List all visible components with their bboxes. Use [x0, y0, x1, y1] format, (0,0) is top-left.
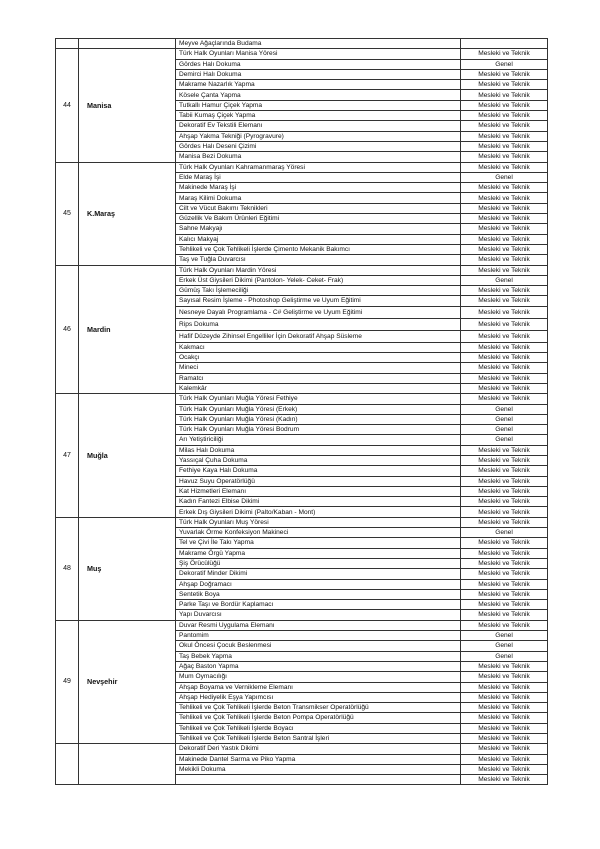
course-type: Mesleki ve Teknik	[461, 620, 548, 630]
course-name: Yassıçal Çuha Dokuma	[176, 455, 461, 465]
course-type: Mesleki ve Teknik	[461, 723, 548, 733]
province-number: 44	[56, 49, 79, 162]
course-type: Genel	[461, 528, 548, 538]
course-name: Tehlikeli ve Çok Tehlikeli İşlerde Boyacı	[176, 723, 461, 733]
province-name: Nevşehir	[79, 620, 176, 744]
course-name: Arı Yetiştiriciliği	[176, 435, 461, 445]
province-number: 45	[56, 162, 79, 265]
course-type: Mesleki ve Teknik	[461, 589, 548, 599]
course-name: Türk Halk Oyunları Muğla Yöresi (Erkek)	[176, 404, 461, 414]
course-name: Türk Halk Oyunları Muş Yöresi	[176, 517, 461, 527]
province-number: 49	[56, 620, 79, 744]
course-type: Mesleki ve Teknik	[461, 193, 548, 203]
course-type: Mesleki ve Teknik	[461, 744, 548, 754]
course-type: Mesleki ve Teknik	[461, 610, 548, 620]
course-name	[176, 775, 461, 785]
course-name: Tehlikeli ve Çok Tehlikeli İşlerde Çimento Mekanik Bakımcı	[176, 244, 461, 254]
province-number	[56, 39, 79, 49]
course-type: Mesleki ve Teknik	[461, 692, 548, 702]
course-type: Mesleki ve Teknik	[461, 141, 548, 151]
course-type: Mesleki ve Teknik	[461, 49, 548, 59]
course-name: Kadın Fantezi Elbise Dikimi	[176, 497, 461, 507]
course-type: Mesleki ve Teknik	[461, 569, 548, 579]
course-name: Tehlikeli ve Çok Tehlikeli İşlerde Beton Transmikser Operatörlüğü	[176, 703, 461, 713]
course-name: Taş ve Tuğla Duvarcısı	[176, 255, 461, 265]
province-number: 48	[56, 517, 79, 620]
table-row	[56, 39, 548, 49]
course-name: Parke Taşı ve Bordür Kaplamacı	[176, 600, 461, 610]
course-type: Mesleki ve Teknik	[461, 183, 548, 193]
course-name: Demirci Halı Dokuma	[176, 69, 461, 79]
course-name: Ahşap Doğramacı	[176, 579, 461, 589]
course-name: Pantomim	[176, 631, 461, 641]
course-name: Milas Halı Dokuma	[176, 445, 461, 455]
course-name: Kat Hizmetleri Elemanı	[176, 486, 461, 496]
course-type: Mesleki ve Teknik	[461, 600, 548, 610]
course-name: Türk Halk Oyunları Muğla Yöresi (Kadın)	[176, 414, 461, 424]
course-name: Ocakçı	[176, 353, 461, 363]
course-name: Taş Bebek Yapma	[176, 651, 461, 661]
course-table	[55, 38, 548, 785]
table-row	[56, 744, 548, 754]
course-type: Mesleki ve Teknik	[461, 466, 548, 476]
course-type: Mesleki ve Teknik	[461, 203, 548, 213]
course-type: Mesleki ve Teknik	[461, 90, 548, 100]
province-number	[56, 744, 79, 785]
course-type: Genel	[461, 404, 548, 414]
course-type: Mesleki ve Teknik	[461, 363, 548, 373]
course-type: Mesleki ve Teknik	[461, 306, 548, 318]
course-name: Okul Öncesi Çocuk Beslenmesi	[176, 641, 461, 651]
course-type: Mesleki ve Teknik	[461, 486, 548, 496]
course-type: Mesleki ve Teknik	[461, 734, 548, 744]
course-name: Makrame Nazarlık Yapma	[176, 80, 461, 90]
table-row	[56, 394, 548, 404]
course-type: Mesleki ve Teknik	[461, 100, 548, 110]
course-type: Mesleki ve Teknik	[461, 286, 548, 296]
course-name: Yuvarlak Örme Konfeksiyon Makineci	[176, 528, 461, 538]
course-name: Rips Dokuma	[176, 318, 461, 330]
course-name: Fethiye Kaya Halı Dokuma	[176, 466, 461, 476]
course-type: Mesleki ve Teknik	[461, 455, 548, 465]
course-type: Mesleki ve Teknik	[461, 661, 548, 671]
course-name: Tutkallı Hamur Çiçek Yapma	[176, 100, 461, 110]
course-name: Nesneye Dayalı Programlama - C# Geliştirme ve Uyum Eğitimi	[176, 306, 461, 318]
province-name: Muş	[79, 517, 176, 620]
course-name: Mineci	[176, 363, 461, 373]
course-type: Mesleki ve Teknik	[461, 265, 548, 275]
course-name: Dekoratif Minder Dikimi	[176, 569, 461, 579]
course-type: Mesleki ve Teknik	[461, 517, 548, 527]
course-list-page	[55, 38, 529, 785]
course-name: Sahne Makyajı	[176, 224, 461, 234]
course-name: Tabii Kumaş Çiçek Yapma	[176, 111, 461, 121]
course-type: Mesleki ve Teknik	[461, 162, 548, 172]
province-name: Mardin	[79, 265, 176, 394]
course-name: Sayısal Resim İşleme - Photoshop Geliştirme ve Uyum Eğitimi	[176, 296, 461, 306]
course-type: Mesleki ve Teknik	[461, 318, 548, 330]
course-type: Mesleki ve Teknik	[461, 497, 548, 507]
course-name: Kalıcı Makyaj	[176, 234, 461, 244]
course-type: Mesleki ve Teknik	[461, 69, 548, 79]
course-type: Genel	[461, 425, 548, 435]
course-type: Mesleki ve Teknik	[461, 476, 548, 486]
province-number: 47	[56, 394, 79, 518]
province-name: Muğla	[79, 394, 176, 518]
course-name: Havuz Suyu Operatörlüğü	[176, 476, 461, 486]
course-name: Hafif Düzeyde Zihinsel Engelliler İçin Dekoratif Ahşap Süsleme	[176, 330, 461, 342]
table-row	[56, 162, 548, 172]
course-type: Mesleki ve Teknik	[461, 111, 548, 121]
course-type: Mesleki ve Teknik	[461, 538, 548, 548]
course-name: Elde Maraş İşi	[176, 172, 461, 182]
course-type: Mesleki ve Teknik	[461, 353, 548, 363]
course-type: Mesleki ve Teknik	[461, 383, 548, 393]
province-number: 46	[56, 265, 79, 394]
course-type: Mesleki ve Teknik	[461, 764, 548, 774]
province-name: Manisa	[79, 49, 176, 162]
course-type: Genel	[461, 651, 548, 661]
course-name: Ahşap Hediyelik Eşya Yapımcısı	[176, 692, 461, 702]
course-type: Mesleki ve Teknik	[461, 234, 548, 244]
course-name: Sentetik Boya	[176, 589, 461, 599]
course-type: Mesleki ve Teknik	[461, 296, 548, 306]
course-type: Mesleki ve Teknik	[461, 682, 548, 692]
course-type: Mesleki ve Teknik	[461, 672, 548, 682]
course-type: Genel	[461, 631, 548, 641]
province-name	[79, 744, 176, 785]
course-name: Ahşap Yakma Tekniği (Pyrogravure)	[176, 131, 461, 141]
course-type: Mesleki ve Teknik	[461, 703, 548, 713]
province-name	[79, 39, 176, 49]
course-type: Genel	[461, 641, 548, 651]
course-table-body	[56, 39, 548, 785]
course-name: Erkek Dış Giysileri Dikimi (Palto/Kaban - Mont)	[176, 507, 461, 517]
course-name: Makinede Dantel Sarma ve Piko Yapma	[176, 754, 461, 764]
course-name: Meyve Ağaçlarında Budama	[176, 39, 461, 49]
course-name: Mekikli Dokuma	[176, 764, 461, 774]
course-name: Erkek Üst Giysileri Dikimi (Pantolon- Yelek- Ceket- Frak)	[176, 275, 461, 285]
course-name: Türk Halk Oyunları Mardin Yöresi	[176, 265, 461, 275]
course-type: Mesleki ve Teknik	[461, 342, 548, 352]
course-type: Genel	[461, 59, 548, 69]
course-name: Dekoratif Ev Tekstili Elemanı	[176, 121, 461, 131]
course-type: Mesleki ve Teknik	[461, 152, 548, 162]
course-name: Gördes Halı Dokuma	[176, 59, 461, 69]
table-row	[56, 620, 548, 630]
course-type: Mesleki ve Teknik	[461, 224, 548, 234]
course-name: Manisa Bezi Dokuma	[176, 152, 461, 162]
course-name: Kösele Çanta Yapma	[176, 90, 461, 100]
course-name: Mum Oymacılığı	[176, 672, 461, 682]
course-name: Dekoratif Deri Yastık Dikimi	[176, 744, 461, 754]
course-name: Türk Halk Oyunları Muğla Yöresi Fethiye	[176, 394, 461, 404]
course-type: Mesleki ve Teknik	[461, 121, 548, 131]
course-type: Mesleki ve Teknik	[461, 548, 548, 558]
table-row	[56, 49, 548, 59]
course-name: Şiş Örücülüğü	[176, 558, 461, 568]
course-type: Mesleki ve Teknik	[461, 255, 548, 265]
course-name: Maraş Kilimi Dokuma	[176, 193, 461, 203]
course-type	[461, 39, 548, 49]
course-type: Mesleki ve Teknik	[461, 80, 548, 90]
course-type: Mesleki ve Teknik	[461, 713, 548, 723]
course-name: Ağaç Baston Yapma	[176, 661, 461, 671]
course-name: Gümüş Takı İşlemeciliği	[176, 286, 461, 296]
course-name: Tehlikeli ve Çok Tehlikeli İşlerde Beton Santral İşleri	[176, 734, 461, 744]
table-row	[56, 517, 548, 527]
course-name: Tel ve Çivi İle Takı Yapma	[176, 538, 461, 548]
course-name: Ahşap Boyama ve Vernikleme Elemanı	[176, 682, 461, 692]
course-type: Mesleki ve Teknik	[461, 131, 548, 141]
course-name: Yapı Duvarcısı	[176, 610, 461, 620]
course-type: Mesleki ve Teknik	[461, 754, 548, 764]
course-name: Tehlikeli ve Çok Tehlikeli İşlerde Beton Pompa Operatörlüğü	[176, 713, 461, 723]
course-type: Mesleki ve Teknik	[461, 394, 548, 404]
course-name: Duvar Resmi Uygulama Elemanı	[176, 620, 461, 630]
course-type: Genel	[461, 435, 548, 445]
province-name: K.Maraş	[79, 162, 176, 265]
course-name: Kakmacı	[176, 342, 461, 352]
course-type: Genel	[461, 275, 548, 285]
course-type: Genel	[461, 414, 548, 424]
course-name: Makrame Örgü Yapma	[176, 548, 461, 558]
course-type: Mesleki ve Teknik	[461, 373, 548, 383]
course-name: Ramatcı	[176, 373, 461, 383]
course-type: Mesleki ve Teknik	[461, 507, 548, 517]
table-row	[56, 265, 548, 275]
course-type: Mesleki ve Teknik	[461, 579, 548, 589]
course-name: Makinede Maraş İşi	[176, 183, 461, 193]
course-name: Türk Halk Oyunları Kahramanmaraş Yöresi	[176, 162, 461, 172]
course-name: Gördes Halı Deseni Çizimi	[176, 141, 461, 151]
course-type: Mesleki ve Teknik	[461, 330, 548, 342]
course-type: Mesleki ve Teknik	[461, 558, 548, 568]
course-name: Türk Halk Oyunları Manisa Yöresi	[176, 49, 461, 59]
course-name: Kalemkâr	[176, 383, 461, 393]
course-type: Mesleki ve Teknik	[461, 775, 548, 785]
course-name: Cilt ve Vücut Bakımı Teknikleri	[176, 203, 461, 213]
course-type: Mesleki ve Teknik	[461, 214, 548, 224]
course-name: Güzellik Ve Bakım Ürünleri Eğitimi	[176, 214, 461, 224]
course-name: Türk Halk Oyunları Muğla Yöresi Bodrum	[176, 425, 461, 435]
course-type: Genel	[461, 172, 548, 182]
course-type: Mesleki ve Teknik	[461, 445, 548, 455]
course-type: Mesleki ve Teknik	[461, 244, 548, 254]
